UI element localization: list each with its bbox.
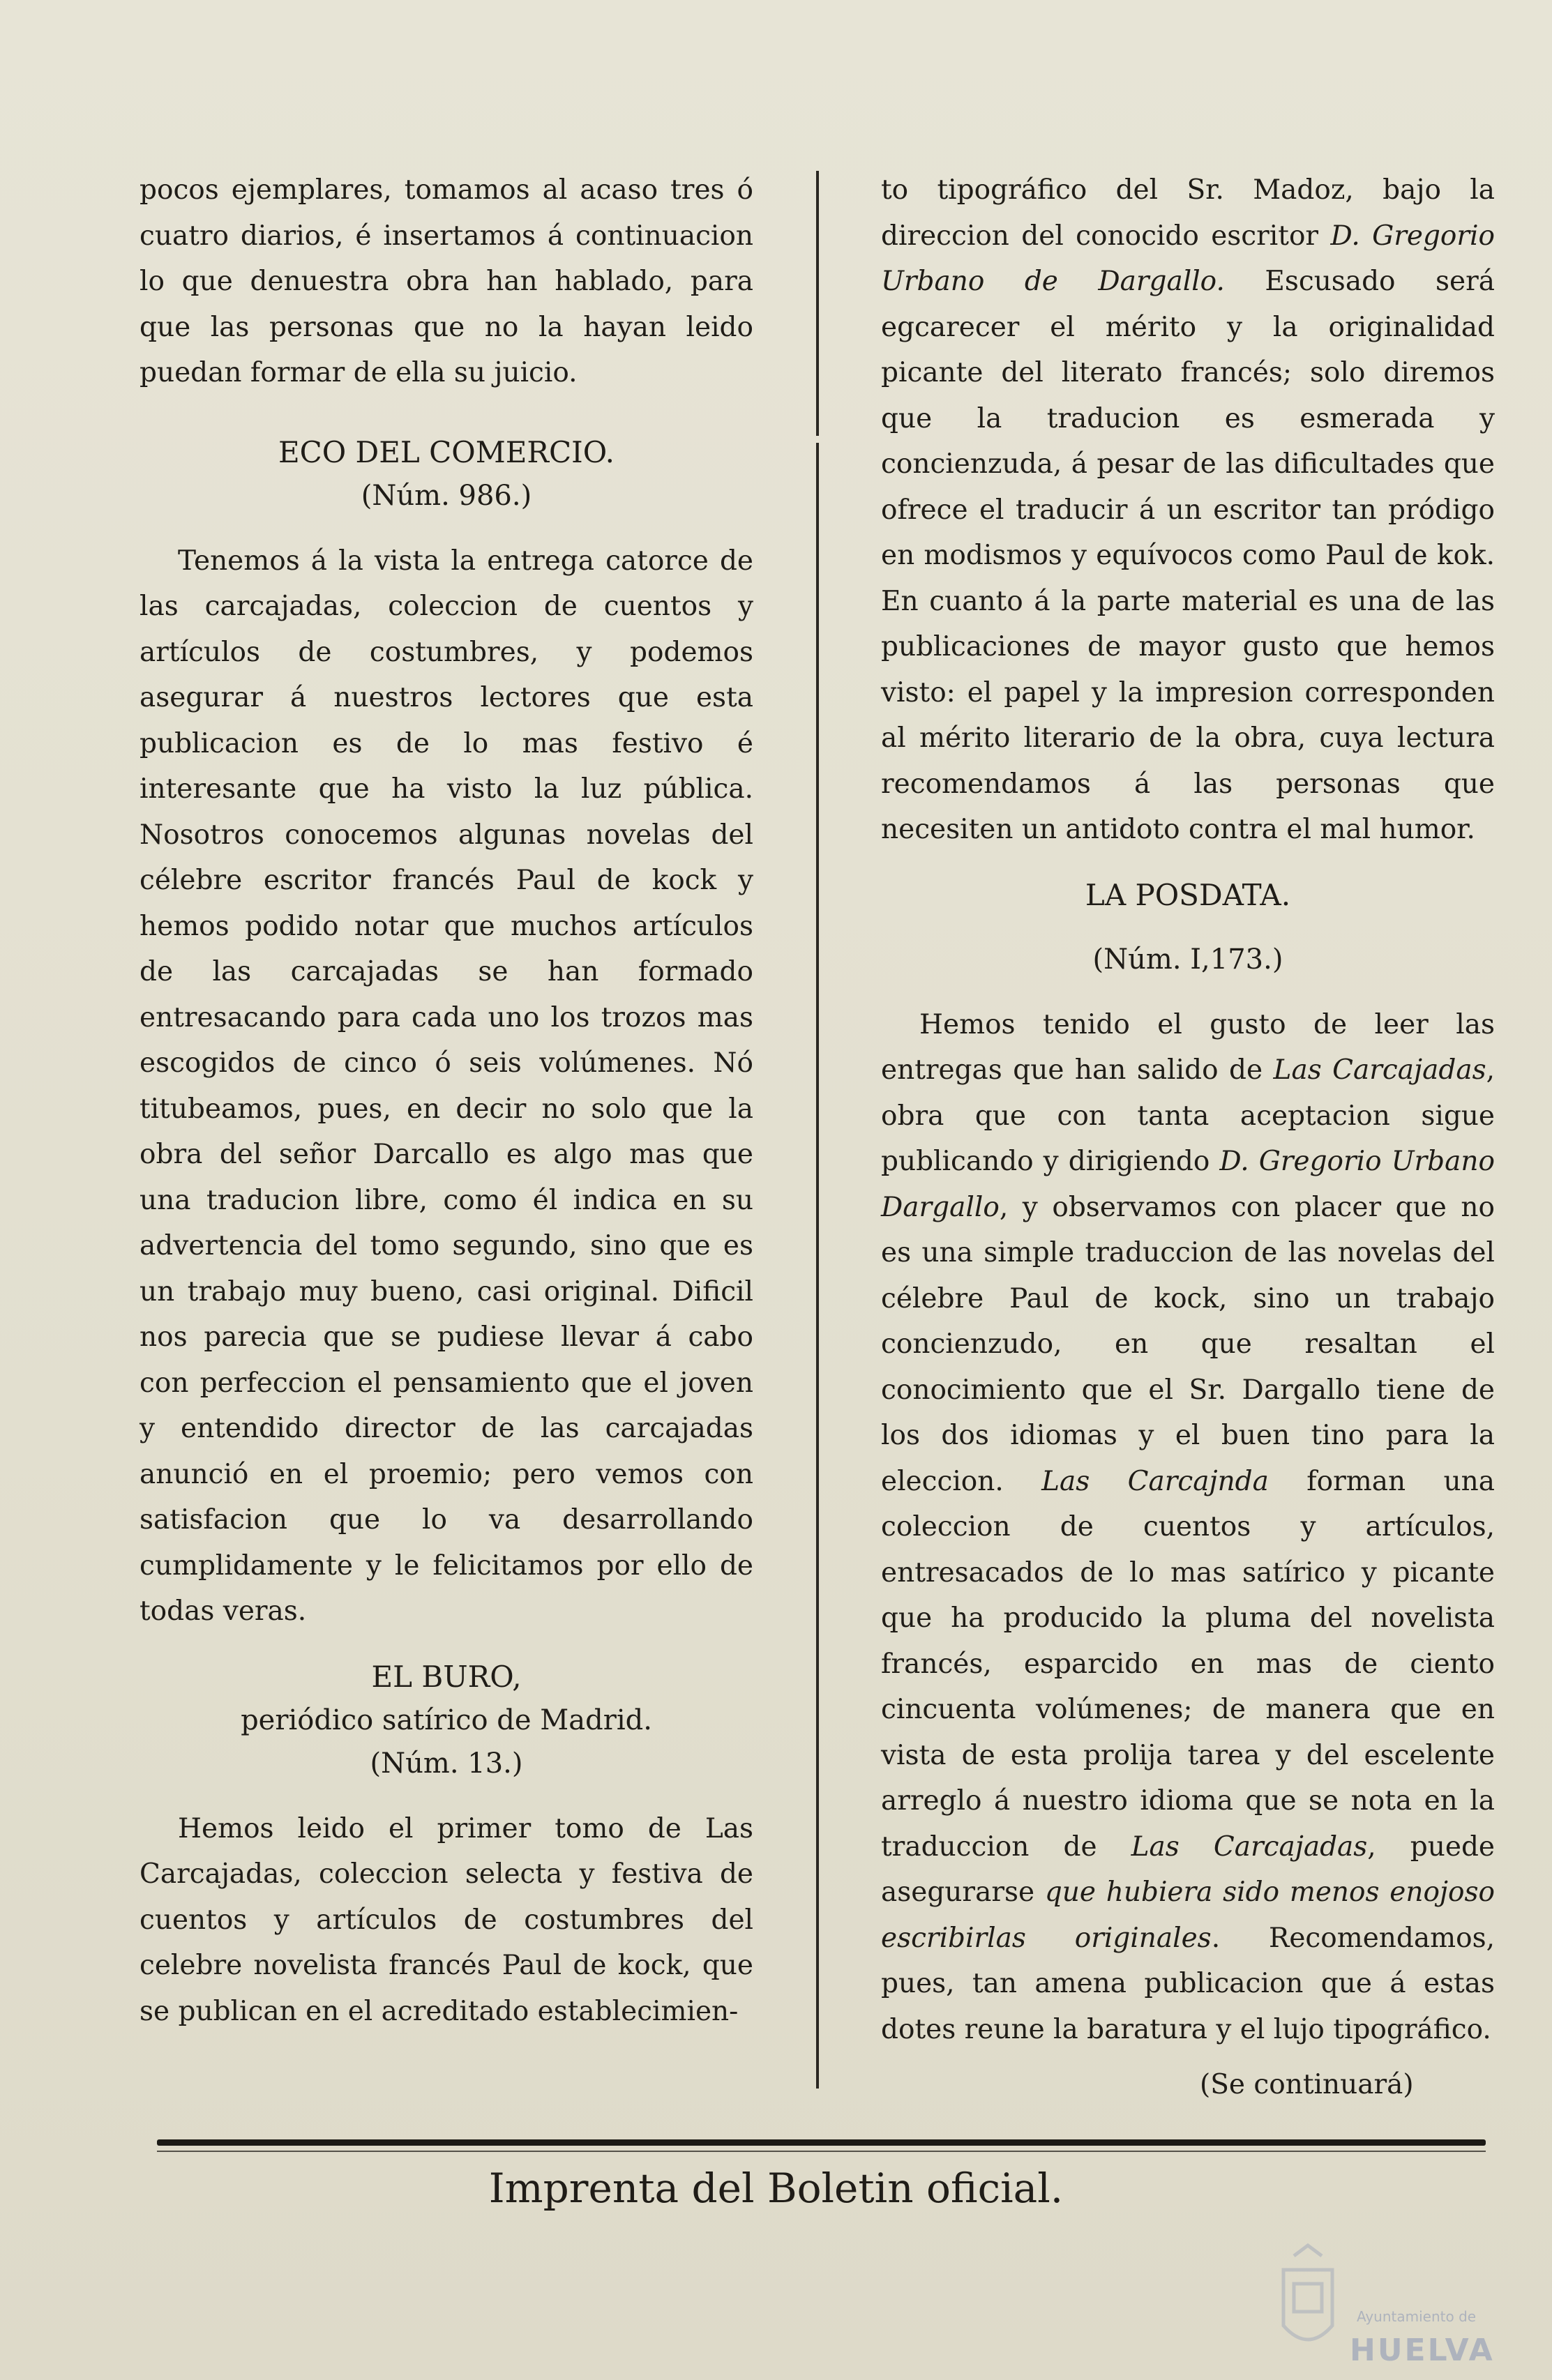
posdata-italic-4: Las Carcajadas: [1131, 1831, 1368, 1863]
posdata-text-3: , y observamos con placer que no es una simple traduccion de las novelas del célebre Paul de kock, sino un trabajo concienzudo, en que resaltan el conocimiento que el Sr. Dargallo tiene de los dos idiomas y el buen tino para la eleccion.: [881, 1191, 1495, 1497]
eco-title: ECO DEL COMERCIO.: [278, 434, 615, 469]
buro-cont-author: D. Gregorio Urbano de Dargallo.: [881, 220, 1495, 297]
posdata-text-2: , obra que con tanta aceptacion sigue publicando y dirigiendo: [881, 1054, 1495, 1177]
column-divider-lower: [816, 443, 819, 2089]
buro-number: (Núm. 13.): [370, 1747, 523, 1780]
buro-cont-text-1: to tipográfico del Sr. Madoz, bajo la direccion del conocido escritor: [881, 174, 1495, 252]
posdata-article: [881, 1002, 1495, 2053]
posdata-italic-3: Las Carcajnda: [1041, 1465, 1269, 1497]
buro-article: Hemos leido el primer tomo de Las Carcajadas, coleccion selecta y festiva de cuentos y artículos de costumbres del celebre novelista francés Paul de kock, que se publican en el acreditado establecimien-: [140, 1812, 753, 2027]
imprint-line: Imprenta del Boletin oficial.: [488, 2165, 1064, 2212]
posdata-title: LA POSDATA.: [1085, 877, 1291, 912]
eco-number: (Núm. 986.): [361, 479, 532, 512]
left-column: [140, 167, 753, 2034]
buro-title: EL BURO,: [371, 1659, 522, 1694]
posdata-text-6: . Recomendamos, pues, tan amena publicacion que á estas dotes reune la baratura y el lujo tipográfico.: [881, 1922, 1495, 2045]
stamp-org: Ayuntamiento de: [1357, 2308, 1477, 2325]
posdata-italic-1: Las Carcajadas: [1273, 1054, 1486, 1086]
posdata-text-4: forman una coleccion de cuentos y artículos, entresacados de lo mas satírico y picante que ha producido la pluma del novelista francés, esparcido en mas de ciento cincuenta volúmenes; de manera que en vista de esta prolija tarea y del escelente arreglo á nuestro idioma que se nota en la traduccion de: [881, 1465, 1495, 1863]
intro-paragraph: pocos ejemplares, tomamos al acaso tres ó cuatro diarios, é insertamos á continuacion lo que denuestra obra han hablado, para que las personas que no la hayan leido puedan formar de ella su juicio.: [140, 174, 753, 388]
footer-rule-thin: [157, 2151, 1486, 2152]
footer-rule-thick: [157, 2139, 1486, 2146]
buro-continuation: [881, 167, 1495, 853]
posdata-text-5: , puede asegurarse: [881, 1831, 1495, 1908]
column-divider-upper: [816, 171, 819, 436]
posdata-text-1: Hemos tenido el gusto de leer las entregas que han salido de: [881, 1008, 1495, 1086]
buro-subtitle: periódico satírico de Madrid.: [241, 1704, 652, 1736]
right-column: [881, 167, 1495, 2052]
eco-article: Tenemos á la vista la entrega catorce de las carcajadas, coleccion de cuentos y artículos de costumbres, y podemos asegurar á nuestros lectores que esta publicacion es de lo mas festivo é interesante que ha visto la luz pública. Nosotros conocemos algunas novelas del célebre escritor francés Paul de kock y hemos podido notar que muchos artículos de las carcajadas se han formado entresacando para cada uno los trozos mas escogidos de cinco ó seis volúmenes. Nó titubeamos, pues, en decir no solo que la obra del señor Darcallo es algo mas que una traducion libre, como él indica en su advertencia del tomo segundo, sino que es un trabajo muy bueno, casi original. Dificil nos parecia que se pudiese llevar á cabo con perfeccion el pensamiento que el joven y entendido director de las carcajadas anunció en el proemio; pero vemos con satisfacion que lo va desarrollando cumplidamente y le felicitamos por ello de todas veras.: [140, 545, 753, 1627]
buro-cont-text-2: Escusado será egcarecer el mérito y la originalidad picante del literato francés; solo diremos que la traducion es esmerada y concienzuda, á pesar de las dificultades que ofrece el traducir á un escritor tan pródigo en modismos y equívocos como Paul de kok. En cuanto á la parte material es una de las publicaciones de mayor gusto que hemos visto: el papel y la impresion corresponden al mérito literario de la obra, cuya lectura recomendamos á las personas que necesiten un antidoto contra el mal humor.: [881, 266, 1495, 845]
posdata-italic-2: D. Gregorio Urbano Dargallo: [881, 1146, 1495, 1223]
posdata-number: (Núm. I,173.): [1092, 943, 1283, 976]
posdata-italic-5: que hubiera sido menos enojoso escribirlas originales: [881, 1877, 1496, 1954]
stamp-name: HUELVA: [1350, 2333, 1495, 2368]
continued-note: (Se continuará): [1200, 2069, 1414, 2100]
